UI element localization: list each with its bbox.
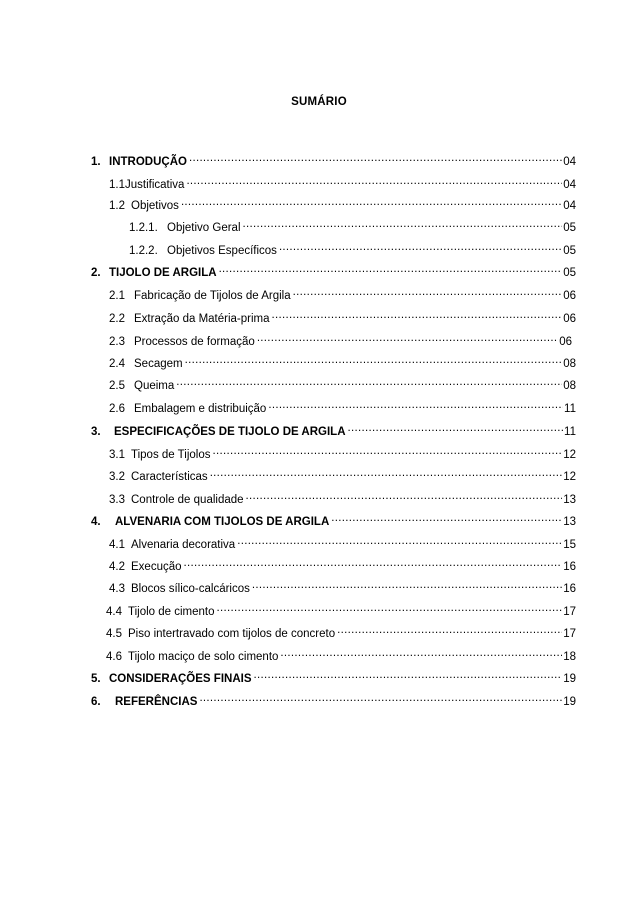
toc-leader-dots (217, 601, 563, 615)
toc-leader-dots (210, 466, 563, 480)
toc-entry-label: Secagem (134, 358, 183, 370)
toc-entry-page: 08 (563, 380, 576, 392)
toc-leader-dots (254, 668, 563, 682)
toc-entry-number: 1. (91, 156, 101, 168)
toc-entry[interactable] (106, 623, 576, 641)
toc-entry[interactable] (91, 151, 576, 169)
toc-entry-number: 2.1 (109, 290, 125, 302)
toc-entry-label: TIJOLO DE ARGILA (109, 267, 217, 279)
toc-entry-number: 4.1 (109, 539, 125, 551)
toc-entry-page: 04 (563, 156, 576, 168)
toc-entry[interactable] (109, 534, 576, 552)
toc-entry[interactable] (129, 240, 576, 258)
toc-entry-page: 06 (563, 313, 576, 325)
toc-entry[interactable] (91, 511, 576, 529)
toc-entry[interactable] (109, 195, 576, 213)
toc-entry[interactable] (91, 262, 576, 280)
toc-entry-number: 2.4 (109, 358, 125, 370)
toc-entry-label: Execução (131, 561, 182, 573)
toc-entry[interactable] (109, 489, 576, 507)
toc-entry-page: 16 (563, 561, 576, 573)
toc-entry-label: Queima (134, 380, 175, 392)
toc-entry[interactable] (109, 174, 576, 192)
toc-entry[interactable] (91, 668, 576, 686)
toc-entry-label: Embalagem e distribuição (134, 403, 267, 415)
toc-entry[interactable] (106, 601, 576, 619)
toc-leader-dots (189, 151, 562, 165)
toc-entry-number: 4. (91, 516, 101, 528)
toc-entry-page: 13 (563, 516, 576, 528)
toc-leader-dots (272, 308, 563, 322)
toc-entry[interactable] (91, 691, 576, 709)
toc-entry-number: 4.6 (106, 651, 122, 663)
toc-entry-page: 11 (564, 403, 576, 415)
toc-entry-page: 06 (563, 290, 576, 302)
toc-entry-page: 05 (563, 245, 576, 257)
toc-entry-page: 04 (563, 179, 576, 191)
toc-entry-number: 1.2 (109, 200, 125, 212)
toc-entry-page: 04 (563, 200, 576, 212)
toc-entry-page: 16 (563, 583, 576, 595)
toc-entry-page: 06 (559, 336, 572, 348)
toc-leader-dots (185, 353, 563, 367)
toc-entry-page: 19 (563, 696, 576, 708)
toc-leader-dots (337, 623, 562, 637)
toc-entry[interactable] (109, 308, 576, 326)
toc-leader-dots (184, 556, 563, 570)
toc-leader-dots (243, 217, 563, 231)
toc-leader-dots (212, 444, 562, 458)
toc-entry-number: 3.3 (109, 494, 125, 506)
toc-entry-number: 3. (91, 426, 101, 438)
toc-entry-label: Tijolo de cimento (128, 606, 215, 618)
toc-entry-number: 5. (91, 673, 101, 685)
toc-entry-number: 4.2 (109, 561, 125, 573)
toc-entry-page: 17 (563, 628, 576, 640)
toc-entry-label: Piso intertravado com tijolos de concreto (128, 628, 336, 640)
toc-leader-dots (176, 375, 562, 389)
toc-leader-dots (331, 511, 562, 525)
toc-entry-number: 4.5 (106, 628, 122, 640)
toc-entry-label: Extração da Matéria-prima (134, 313, 270, 325)
toc-leader-dots (181, 195, 562, 209)
toc-entry-number: 2.5 (109, 380, 125, 392)
toc-entry-label: Objetivos Específicos (167, 245, 277, 257)
toc-entry[interactable] (106, 646, 576, 664)
toc-entry-page: 15 (563, 539, 576, 551)
toc-entry[interactable] (109, 578, 576, 596)
toc-leader-dots (280, 646, 562, 660)
toc-entry-label: Justificativa (125, 179, 185, 191)
toc-entry[interactable] (109, 444, 576, 462)
toc-leader-dots (268, 398, 563, 412)
toc-entry-number: 1.2.2. (129, 245, 158, 257)
toc-entry-label: INTRODUÇÃO (109, 156, 187, 168)
toc-entry[interactable] (109, 331, 572, 349)
toc-entry-label: CONSIDERAÇÕES FINAIS (109, 673, 252, 685)
toc-entry[interactable] (109, 556, 576, 574)
toc-entry-label: Processos de formação (134, 336, 255, 348)
toc-entry-label: ALVENARIA COM TIJOLOS DE ARGILA (115, 516, 330, 528)
toc-entry-number: 4.4 (106, 606, 122, 618)
toc-entry-number: 2. (91, 267, 101, 279)
toc-entry-label: Fabricação de Tijolos de Argila (134, 290, 291, 302)
toc-entry-page: 05 (563, 222, 576, 234)
toc-entry-number: 2.3 (109, 336, 125, 348)
toc-entry[interactable] (91, 421, 576, 439)
toc-entry-label: Tijolo maciço de solo cimento (128, 651, 279, 663)
toc-leader-dots (293, 285, 563, 299)
toc-entry-label: Blocos sílico-calcáricos (131, 583, 250, 595)
toc-entry-page: 13 (563, 494, 576, 506)
toc-entry-page: 12 (563, 449, 576, 461)
toc-entry-page: 11 (564, 426, 576, 438)
toc-leader-dots (219, 262, 563, 276)
toc-entry-page: 05 (563, 267, 576, 279)
toc-entry-number: 3.1 (109, 449, 125, 461)
toc-entry-label: REFERÊNCIAS (115, 696, 198, 708)
toc-entry-label: Tipos de Tijolos (131, 449, 211, 461)
toc-entry-label: Objetivos (131, 200, 179, 212)
toc-entry-number: 4.3 (109, 583, 125, 595)
toc-leader-dots (252, 578, 562, 592)
toc-entry[interactable] (109, 375, 576, 393)
toc-leader-dots (279, 240, 562, 254)
toc-entry-number: 2.2 (109, 313, 125, 325)
toc-leader-dots (348, 421, 564, 435)
toc-leader-dots (237, 534, 562, 548)
toc-leader-dots (199, 691, 562, 705)
toc-entry[interactable] (109, 398, 576, 416)
toc-entry-label: ESPECIFICAÇÕES DE TIJOLO DE ARGILA (114, 426, 346, 438)
toc-entry[interactable] (129, 217, 576, 235)
toc-entry[interactable] (109, 353, 576, 371)
toc-entry-label: Alvenaria decorativa (131, 539, 236, 551)
toc-entry-label: Características (131, 471, 208, 483)
toc-entry[interactable] (109, 285, 576, 303)
toc-leader-dots (246, 489, 563, 503)
toc-entry-number: 2.6 (109, 403, 125, 415)
toc-entry-page: 17 (563, 606, 576, 618)
toc-entry-page: 08 (563, 358, 576, 370)
toc-entry-page: 19 (563, 673, 576, 685)
toc-entry-label: Controle de qualidade (131, 494, 244, 506)
toc-entry-page: 12 (563, 471, 576, 483)
toc-leader-dots (257, 331, 558, 345)
toc-entry-label: Objetivo Geral (167, 222, 241, 234)
toc-entry-number: 3.2 (109, 471, 125, 483)
toc-entry-number: 1.2.1. (129, 222, 158, 234)
toc-entry-page: 18 (563, 651, 576, 663)
toc-leader-dots (186, 174, 562, 188)
toc-entry-number: 1.1 (109, 179, 125, 191)
page-title: SUMÁRIO (291, 96, 347, 108)
toc-entry-number: 6. (91, 696, 101, 708)
toc-entry[interactable] (109, 466, 576, 484)
